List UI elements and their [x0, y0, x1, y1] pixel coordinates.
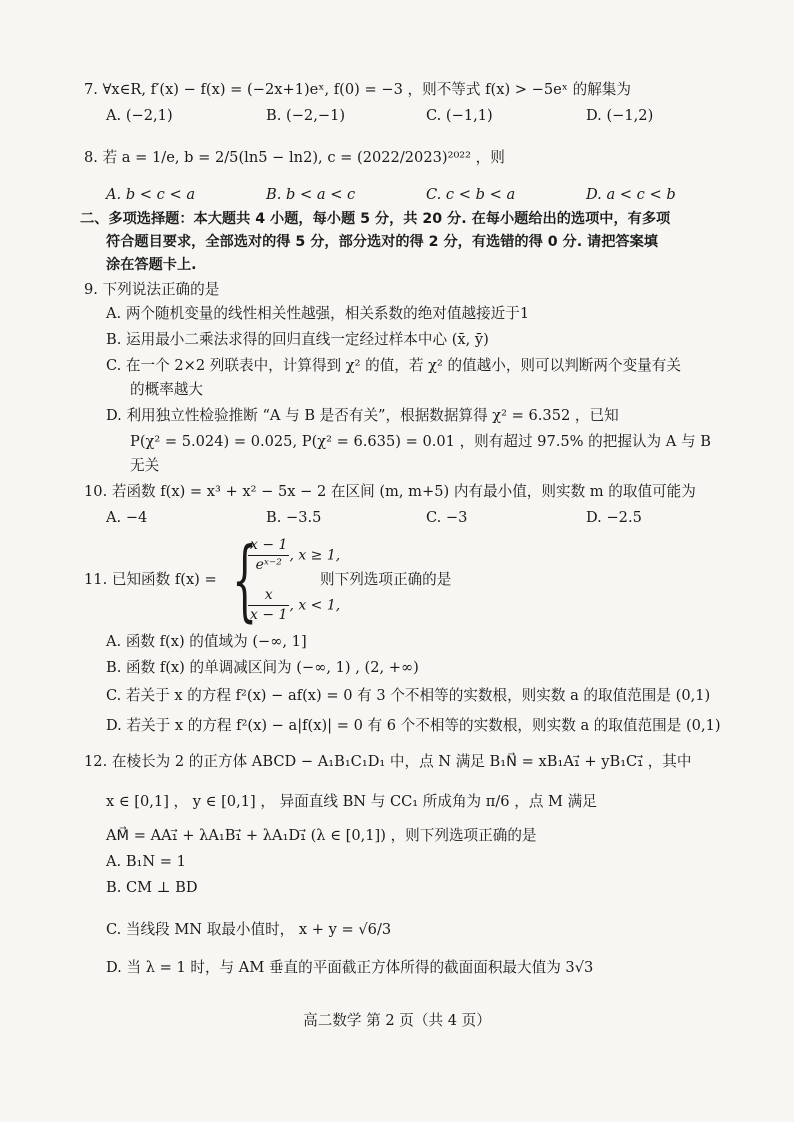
q7-options: [106, 106, 746, 126]
q8-stem: 8. 若 a = 1/e, b = 2/5(ln5 − ln2), c = (2022/2023)²⁰²² ，则: [84, 149, 505, 166]
q10-options: [106, 508, 746, 528]
q12-option-d: D. 当 λ = 1 时，与 AM 垂直的平面截正方体所得的截面面积最大值为 3√3: [106, 959, 594, 976]
q10-option-d: D. −2.5: [586, 509, 642, 526]
q11-option-c: C. 若关于 x 的方程 f²(x) − af(x) = 0 有 3 个不相等的实数根，则实数 a 的取值范围是 (0,1): [106, 687, 711, 704]
q8-option-a: A. b < c < a: [106, 186, 196, 203]
q8-options: [106, 185, 746, 205]
q12-line1: 12. 在棱长为 2 的正方体 ABCD − A₁B₁C₁D₁ 中，点 N 满足 B₁N⃗ = xB₁A₁⃗ + yB₁C₁⃗ ，其中: [84, 753, 692, 770]
q8-option-d: D. a < c < b: [586, 186, 676, 203]
q12-line3: AM⃗ = AA₁⃗ + λA₁B₁⃗ + λA₁D₁⃗ (λ ∈ [0,1]) ，则下列选项正确的是: [106, 827, 537, 844]
q11-option-b: B. 函数 f(x) 的单调减区间为 (−∞, 1) , (2, +∞): [106, 659, 419, 676]
q11-piece1-denominator: eˣ⁻²: [255, 556, 282, 573]
q12-option-b: B. CM ⊥ BD: [106, 879, 198, 896]
q9-option-d-line2: P(χ² = 5.024) = 0.025, P(χ² = 6.635) = 0.01 ，则有超过 97.5% 的把握认为 A 与 B: [130, 433, 711, 450]
q12-line2: x ∈ [0,1] ， y ∈ [0,1] ， 异面直线 BN 与 CC₁ 所成角为 π/6 ，点 M 满足: [106, 793, 597, 810]
q11-piece2: [248, 586, 340, 625]
page-footer: 高二数学 第 2 页（共 4 页）: [303, 1012, 491, 1029]
q7-option-c: C. (−1,1): [426, 107, 493, 124]
q11-prefix: 11. 已知函数 f(x) =: [84, 571, 217, 588]
q10-stem: 10. 若函数 f(x) = x³ + x² − 5x − 2 在区间 (m, m+5) 内有最小值，则实数 m 的取值可能为: [84, 483, 696, 500]
q9-stem: 9. 下列说法正确的是: [84, 281, 220, 298]
q11-suffix: 则下列选项正确的是: [320, 571, 452, 588]
q11-piece1-numerator: x − 1: [248, 536, 289, 556]
section2-line3: 涂在答题卡上.: [106, 257, 197, 273]
q9-option-d-line3: 无关: [130, 457, 160, 474]
q11-piece1-condition: , x ≥ 1,: [289, 547, 341, 564]
q9-option-b: B. 运用最小二乘法求得的回归直线一定经过样本中心 (x̄, ȳ): [106, 331, 489, 348]
q11-option-d: D. 若关于 x 的方程 f²(x) − a|f(x)| = 0 有 6 个不相等的实数根，则实数 a 的取值范围是 (0,1): [106, 717, 721, 734]
q11-piece1: [248, 536, 340, 575]
q7-stem: 7. ∀x∈R, f′(x) − f(x) = (−2x+1)eˣ, f(0) = −3 ，则不等式 f(x) > −5eˣ 的解集为: [84, 81, 631, 98]
q10-option-b: B. −3.5: [266, 509, 322, 526]
q9-option-c-line1: C. 在一个 2×2 列联表中，计算得到 χ² 的值，若 χ² 的值越小，则可以判断两个变量有关: [106, 357, 681, 374]
q12-option-c: C. 当线段 MN 取最小值时， x + y = √6/3: [106, 921, 392, 938]
q8-option-c: C. c < b < a: [426, 186, 516, 203]
piecewise-brace: {: [232, 528, 258, 631]
q9-option-c-line2: 的概率越大: [130, 381, 203, 398]
q11-piece2-condition: , x < 1,: [289, 597, 341, 614]
q11-piece1-fraction: [248, 536, 289, 575]
section2-line2: 符合题目要求，全部选对的得 5 分，部分选对的得 2 分，有选错的得 0 分. 请把答案填: [106, 234, 658, 250]
q7-option-b: B. (−2,−1): [266, 107, 346, 124]
q11-piece2-denominator: x − 1: [250, 606, 288, 623]
q9-option-a: A. 两个随机变量的线性相关性越强，相关系数的绝对值越接近于1: [106, 305, 530, 322]
q11-option-a: A. 函数 f(x) 的值域为 (−∞, 1]: [106, 633, 307, 650]
q12-option-a: A. B₁N = 1: [106, 853, 186, 870]
q10-option-c: C. −3: [426, 509, 468, 526]
section2-line1: 二、多项选择题：本大题共 4 小题，每小题 5 分，共 20 分. 在每小题给出的选项中，有多项: [80, 211, 671, 227]
q7-option-a: A. (−2,1): [106, 107, 173, 124]
q9-option-d-line1: D. 利用独立性检验推断 “A 与 B 是否有关”，根据数据算得 χ² = 6.352 ，已知: [106, 407, 619, 424]
q10-option-a: A. −4: [106, 509, 148, 526]
q11-piece2-numerator: x: [248, 586, 289, 606]
q8-option-b: B. b < a < c: [266, 186, 356, 203]
q11-piece2-fraction: [248, 586, 289, 625]
q7-option-d: D. (−1,2): [586, 107, 654, 124]
